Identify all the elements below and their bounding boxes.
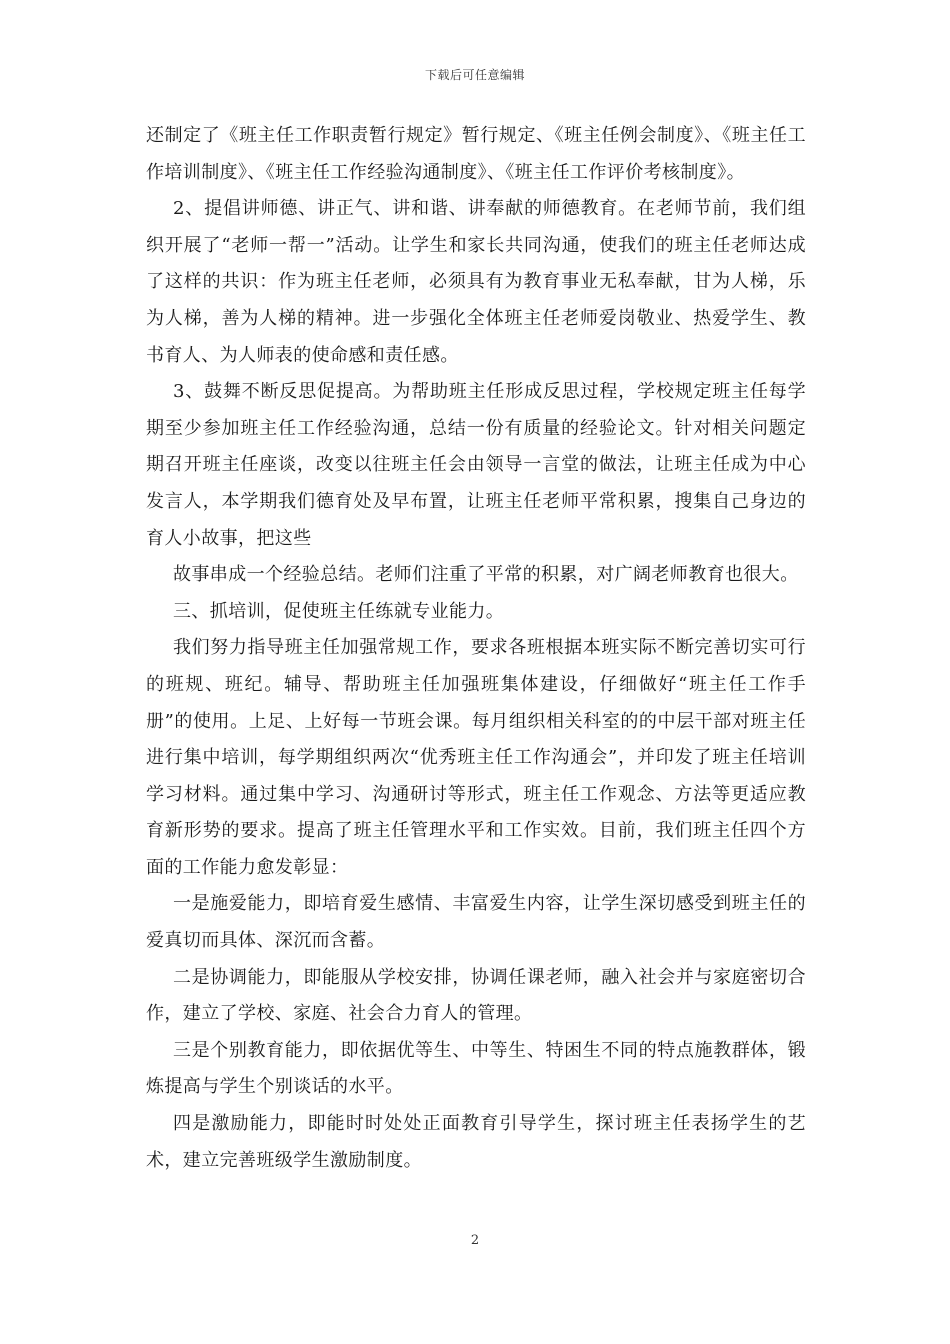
page-header: 下载后可任意编辑 <box>424 68 525 82</box>
paragraph-ability-motivation: 四是激励能力，即能时时处处正面教育引导学生，探讨班主任表扬学生的艺术，建立完善班级学生激励制度。 <box>146 1113 806 1171</box>
paragraph-regulations: 还制定了《班主任工作职责暂行规定》暂行规定、《班主任例会制度》、《班主任工作培训制度》、《班主任工作经验沟通制度》、《班主任工作评价考核制度》。 <box>146 125 806 183</box>
paragraph-ability-coordination: 二是协调能力，即能服从学校安排，协调任课老师，融入社会并与家庭密切合作，建立了学校、家庭、社会合力育人的管理。 <box>146 966 806 1025</box>
document-body <box>146 118 806 1179</box>
paragraph-routine-work: 我们努力指导班主任加强常规工作，要求各班根据本班实际不断完善切实可行的班规、班纪。辅导、帮助班主任加强班集体建设，仔细做好“班主任工作手册”的使用。上足、上好每一节班会课。每月组织相关科室的的中层干部对班主任进行集中培训，每学期组织两次“优秀班主任工作沟通会”，并印发了班主任培训学习材料。通过集中学习、沟通研讨等形式，班主任工作观念、方法等更适应教育新形势的要求。提高了班主任管理水平和工作实效。目前，我们班主任四个方面的工作能力愈发彰显： <box>146 637 806 878</box>
page-number: 2 <box>470 1233 480 1248</box>
paragraph-ability-individual: 三是个别教育能力，即依据优等生、中等生、特困生不同的特点施教群体，锻炼提高与学生个别谈话的水平。 <box>146 1039 806 1098</box>
paragraph-story-summary: 故事串成一个经验总结。老师们注重了平常的积累，对广阔老师教育也很大。 <box>173 564 799 586</box>
paragraph-teacher-ethics: 2、提倡讲师德、讲正气、讲和谐、讲奉献的师德教育。在老师节前，我们组织开展了“老师一帮一”活动。让学生和家长共同沟通，使我们的班主任老师达成了这样的共识：作为班主任老师，必须具有为教育事业无私奉献，甘为人梯，乐为人梯，善为人梯的精神。进一步强化全体班主任老师爱岗敬业、热爱学生、教书育人、为人师表的使命感和责任感。 <box>146 198 806 366</box>
paragraph-reflection: 3、鼓舞不断反思促提高。为帮助班主任形成反思过程，学校规定班主任每学期至少参加班主任工作经验沟通，总结一份有质量的经验论文。针对相关问题定期召开班主任座谈，改变以往班主任会由领导一言堂的做法，让班主任成为中心发言人，本学期我们德育处及早布置，让班主任老师平常积累，搜集自己身边的育人小故事，把这些 <box>146 381 806 549</box>
section-heading-training: 三、抓培训，促使班主任练就专业能力。 <box>173 600 505 622</box>
paragraph-ability-love: 一是施爱能力，即培育爱生感情、丰富爱生内容，让学生深切感受到班主任的爱真切而具体、深沉而含蓄。 <box>146 893 806 952</box>
